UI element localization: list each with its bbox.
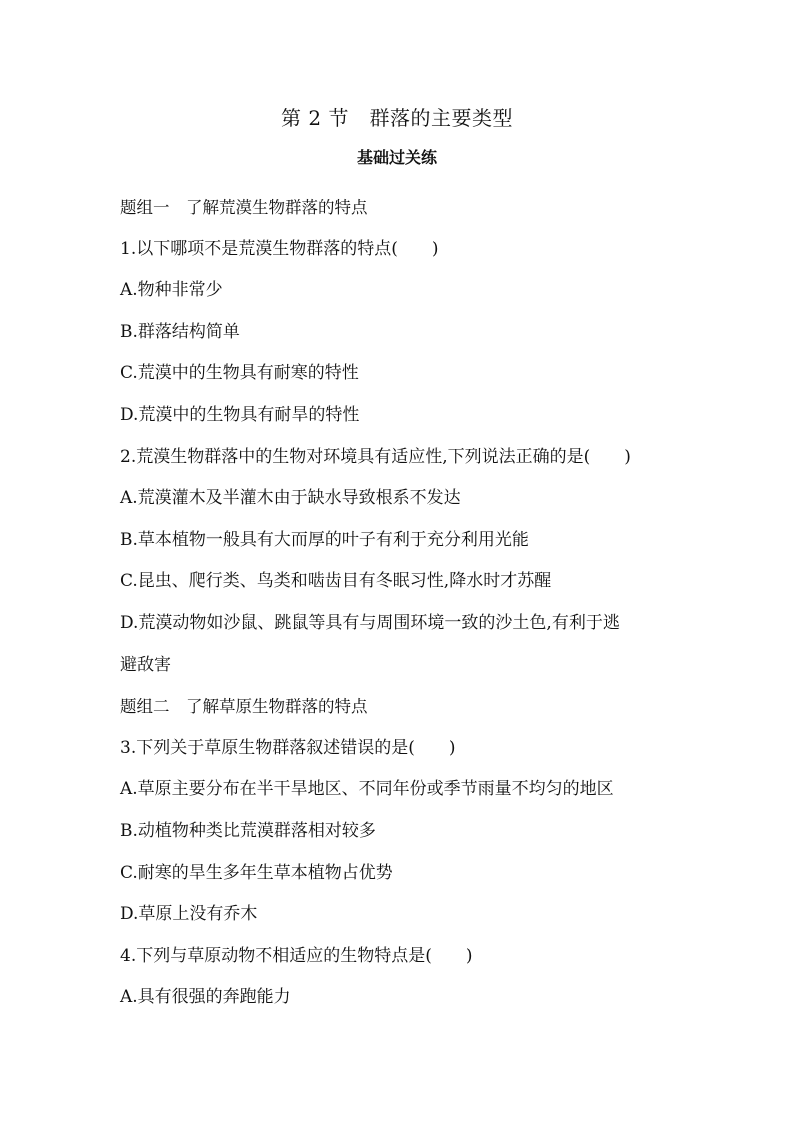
answer-option: B.动植物种类比荒漠群落相对较多 [120, 820, 376, 841]
question-text: 3.下列关于草原生物群落叙述错误的是( ) [120, 737, 456, 758]
section-subtitle: 基础过关练 [356, 148, 437, 167]
answer-option: D.荒漠中的生物具有耐旱的特性 [120, 404, 360, 425]
group-heading: 题组二 了解草原生物群落的特点 [120, 697, 368, 717]
group-heading: 题组一 了解荒漠生物群落的特点 [120, 198, 368, 217]
answer-option: A.物种非常少 [120, 280, 223, 301]
answer-option: A.荒漠灌木及半灌木由于缺水导致根系不发达 [120, 488, 461, 509]
answer-option: D.草原上没有乔木 [120, 904, 258, 925]
answer-option: B.群落结构简单 [120, 321, 240, 342]
exercise-body [120, 187, 680, 1019]
answer-option-continuation: 避敌害 [120, 654, 171, 675]
question-text: 4.下列与草原动物不相适应的生物特点是( ) [120, 945, 473, 966]
question-text: 1.以下哪项不是荒漠生物群落的特点( ) [120, 238, 439, 259]
page-title: 第 2 节 群落的主要类型 [281, 106, 513, 130]
answer-option: A.草原主要分布在半干旱地区、不同年份或季节雨量不均匀的地区 [120, 779, 614, 800]
answer-option: A.具有很强的奔跑能力 [120, 987, 291, 1008]
answer-option: D.荒漠动物如沙鼠、跳鼠等具有与周围环境一致的沙土色,有利于逃 [120, 612, 620, 633]
answer-option: C.昆虫、爬行类、鸟类和啮齿目有冬眠习性,降水时才苏醒 [120, 571, 552, 592]
answer-option: B.草本植物一般具有大而厚的叶子有利于充分利用光能 [120, 529, 529, 550]
answer-option: C.耐寒的旱生多年生草本植物占优势 [120, 862, 393, 883]
answer-option: C.荒漠中的生物具有耐寒的特性 [120, 363, 359, 384]
question-text: 2.荒漠生物群落中的生物对环境具有适应性,下列说法正确的是( ) [120, 446, 631, 467]
